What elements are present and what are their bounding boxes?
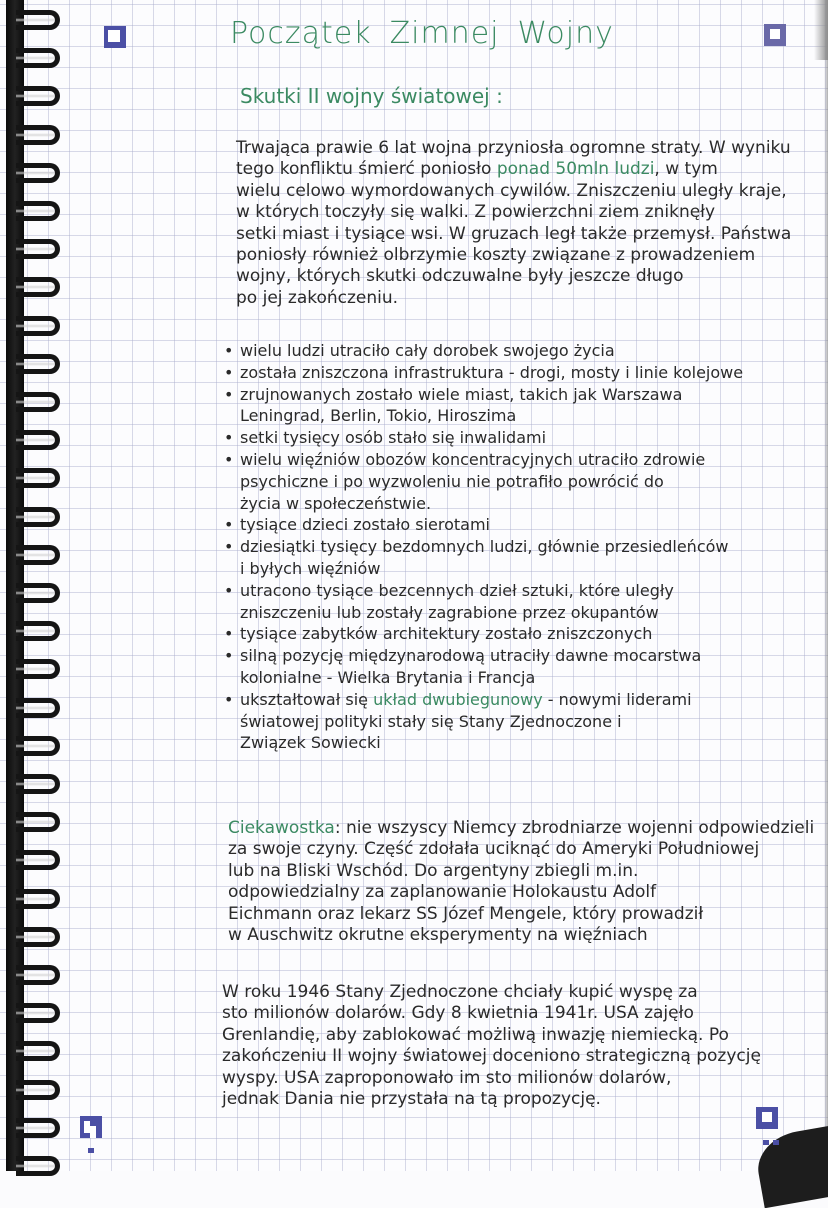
spiral-coil	[16, 48, 60, 68]
spiral-coil	[16, 1080, 60, 1100]
list-item-text: tysiące zabytków architektury zostało zniszczonych	[240, 624, 653, 644]
spiral-coil	[16, 507, 60, 527]
text-line: wojny, których skutki odczuwalne były jeszcze długo	[236, 266, 684, 287]
spiral-coil	[16, 1041, 60, 1061]
text-line: Eichmann oraz lekarz SS Józef Mengele, który prowadził	[228, 903, 704, 924]
highlight-death-toll: ponad 50mln ludzi	[496, 159, 655, 180]
text-line: wyspy. USA zaproponowało im sto milionów dolarów,	[222, 1067, 672, 1088]
spiral-coil	[16, 965, 60, 985]
list-item	[224, 427, 743, 449]
list-item-text: silną pozycję międzynarodową utraciły dawne mocarstwa	[240, 646, 702, 666]
text-line: zakończeniu II wojny światowej doceniono strategiczną pozycję	[222, 1046, 761, 1067]
bullet-icon: •	[224, 384, 234, 404]
corner-stamp-icon	[80, 1116, 102, 1138]
bullet-icon: •	[224, 580, 234, 600]
text-line: sto milionów dolarów. Gdy 8 kwietnia 1941r. USA zajęło	[222, 1003, 694, 1024]
spiral-coil	[16, 812, 60, 832]
spiral-coil	[16, 850, 60, 870]
list-item	[224, 580, 743, 624]
spiral-coil	[16, 1003, 60, 1023]
effects-bullet-list	[224, 340, 743, 754]
spiral-coil	[16, 927, 60, 947]
list-item-text: Leningrad, Berlin, Tokio, Hiroszima	[240, 406, 517, 426]
list-item-text: dziesiątki tysięcy bezdomnych ludzi, głównie przesiedleńców	[240, 537, 729, 557]
spiral-coil	[16, 1118, 60, 1138]
title-word: Zimnej	[389, 16, 500, 51]
list-item-text: psychiczne i po wyzwoleniu nie potrafiło powrócić do	[240, 471, 664, 491]
fun-fact-paragraph	[228, 818, 814, 946]
spiral-coil	[16, 659, 60, 679]
text-line: jednak Dania nie przystała na tą propozycję.	[222, 1089, 601, 1110]
text-line: poniosły również olbrzymie koszty związane z prowadzeniem	[236, 245, 756, 266]
list-item-text: setki tysięcy osób stało się inwalidami	[240, 428, 547, 448]
list-item	[224, 536, 743, 580]
page-corner-shadow	[753, 1124, 828, 1208]
spiral-coil	[16, 277, 60, 297]
spiral-coil	[16, 201, 60, 221]
bullet-icon: •	[224, 646, 234, 666]
list-item-text: została zniszczona infrastruktura - drogi, mosty i linie kolejowe	[240, 362, 744, 382]
list-item-text: wielu ludzi utraciło cały dorobek swojego życia	[240, 341, 615, 360]
bullet-icon: •	[224, 515, 234, 535]
list-item-text: zniszczeniu lub zostały zagrabione przez okupantów	[240, 602, 659, 622]
spiral-coil	[16, 86, 60, 106]
section-heading: Skutki II wojny światowej :	[240, 84, 503, 108]
text-line: setki miast i tysiące wsi. W gruzach legł także przemysł. Państwa	[236, 223, 792, 244]
text-line: W roku 1946 Stany Zjednoczone chciały kupić wyspę za	[222, 982, 698, 1002]
spiral-coil	[16, 774, 60, 794]
bullet-icon: •	[224, 341, 234, 360]
list-item-text: zrujnowanych zostało wiele miast, takich jak Warszawa	[240, 384, 683, 404]
page-title	[230, 16, 632, 51]
spiral-coil	[16, 430, 60, 450]
bullet-icon: •	[224, 449, 234, 469]
list-item-text: światowej polityki stały się Stany Zjednoczone i	[240, 711, 622, 731]
title-word: Wojny	[517, 16, 614, 51]
stamp-dot	[763, 1140, 769, 1145]
list-item	[224, 645, 743, 689]
text-line: za swoje czyny. Część zdołała uciknąć do Ameryki Południowej	[228, 839, 760, 860]
bullet-icon: •	[224, 362, 234, 382]
bullet-icon: •	[224, 537, 234, 557]
text-line: lub na Bliski Wschód. Do argentyny zbiegli m.in.	[228, 860, 639, 881]
list-item-text: i byłych więźniów	[240, 558, 381, 578]
spiral-coil	[16, 239, 60, 259]
list-item-text: kolonialne - Wielka Brytania i Francja	[240, 667, 536, 687]
list-item-text: życia w społeczeństwie.	[240, 493, 432, 513]
spiral-coil	[16, 698, 60, 718]
intro-paragraph	[236, 138, 791, 309]
title-word: Początek	[230, 16, 372, 51]
spiral-coil	[16, 125, 60, 145]
spiral-coil	[16, 621, 60, 641]
fun-fact-label: Ciekawostka	[228, 818, 335, 838]
text-line: Trwająca prawie 6 lat wojna przyniosła ogromne straty. W wyniku	[236, 138, 791, 158]
bullet-icon: •	[224, 689, 234, 709]
text-line: w Auschwitz okrutne eksperymenty na więźniach	[228, 925, 648, 946]
page-edge	[824, 0, 828, 1171]
spiral-coil	[16, 1156, 60, 1176]
text-line	[236, 159, 791, 180]
list-item	[224, 449, 743, 514]
list-item	[224, 689, 743, 754]
list-item-text: utracono tysiące bezcennych dzieł sztuki, które uległy	[240, 580, 674, 600]
list-item-text: tysiące dzieci zostało sierotami	[240, 515, 490, 535]
list-item-text: wielu więźniów obozów koncentracyjnych utraciło zdrowie	[240, 449, 706, 469]
text-fragment: , w tym	[654, 159, 718, 180]
list-item	[224, 362, 743, 384]
spiral-coil	[16, 545, 60, 565]
spiral-coil	[16, 468, 60, 488]
spiral-coil	[16, 10, 60, 30]
bullet-icon: •	[224, 428, 234, 448]
text-line: po jej zakończeniu.	[236, 287, 399, 308]
stamp-dot	[88, 1148, 94, 1153]
highlight-bipolar-system: układ dwubiegunowy	[373, 689, 543, 709]
stamp-dot	[773, 1140, 779, 1145]
spiral-coil	[16, 392, 60, 412]
list-item	[224, 623, 743, 645]
text-line: odpowiedzialny za zaplanowanie Holokaustu Adolf	[228, 882, 657, 903]
list-item	[224, 340, 743, 362]
list-item-text: Związek Sowiecki	[240, 733, 381, 753]
text-line: Grenlandię, aby zablokować możliwą inwazję niemiecką. Po	[222, 1024, 729, 1045]
spiral-coil	[16, 889, 60, 909]
spiral-coil	[16, 316, 60, 336]
greenland-paragraph	[222, 982, 761, 1110]
bullet-icon: •	[224, 624, 234, 644]
text-line	[228, 818, 814, 839]
corner-stamp-icon	[104, 26, 126, 48]
spiral-coil	[16, 583, 60, 603]
list-item-text: ukształtował się	[240, 689, 374, 709]
page-corner-shadow	[814, 0, 828, 60]
spiral-coil	[16, 736, 60, 756]
list-item	[224, 514, 743, 536]
list-item-text: - nowymi liderami	[542, 689, 692, 709]
text-fragment: : nie wszyscy Niemcy zbrodniarze wojenni odpowiedzieli	[334, 818, 815, 838]
text-line: wielu celowo wymordowanych cywilów. Zniszczeniu uległy kraje,	[236, 180, 787, 201]
text-line: w których toczyły się walki. Z powierzchni ziem zniknęły	[236, 202, 716, 223]
text-fragment: tego konfliktu śmierć poniosło	[236, 159, 497, 180]
spiral-coil	[16, 354, 60, 374]
spiral-coil	[16, 163, 60, 183]
list-item	[224, 384, 743, 428]
corner-stamp-icon	[764, 24, 786, 46]
spiral-binding	[0, 0, 70, 1171]
